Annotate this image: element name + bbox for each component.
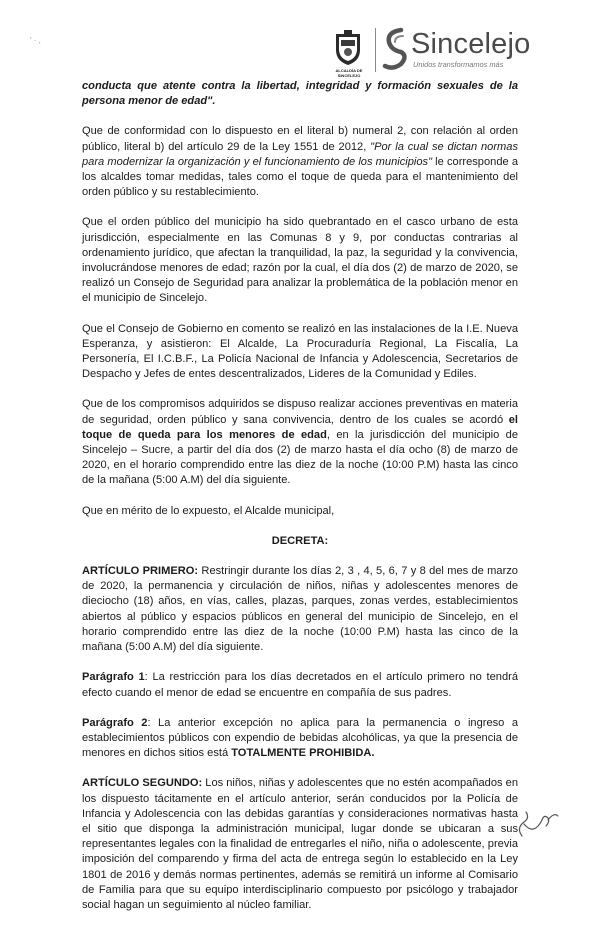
- header-divider: [375, 28, 376, 72]
- paragraph-intro: conducta que atente contra la libertad, integridad y formación sexuales de la persona menor de edad".: [82, 80, 518, 108]
- article-first-label: ARTÍCULO PRIMERO:: [82, 565, 199, 578]
- article-second: ARTÍCULO SEGUNDO: Los niños, niñas y adolescentes que no estén acompañados en los dispuesto tácitamente en el artículo anterior, serán conducidos por la Policía de Infancia y Adolescencia con las debidas garantías y consideraciones normativas hasta el sitio que disponga la administración municipal, lugar donde se ubicaran a sus representantes legales con la finalidad de entregarles el niño, niña o adolescente, previa imposición del comparendo y firma del acta de entrega según lo establecido en la Ley 1801 de 2016 y demás normas pertinentes, además se remitirá un informe al Comisario de Familia para que su equipo interdisciplinario compuesto por psicólogo y trabajador social hagan un seguimiento al núcleo familiar.: [82, 777, 518, 911]
- brand-tagline: Unidos transformamos más: [413, 60, 504, 69]
- decreta-heading: DECRETA:: [271, 534, 329, 547]
- sincelejo-logo-icon: [381, 26, 409, 72]
- paragraph-council: Que el Consejo de Gobierno en comento se realizó en las instalaciones de la I.E. Nueva Esperanza, y asistieron: El Alcalde, La Procuraduría Regional, La Fiscalía, La Personería, El I.C.B.F., La Policía Nacional de Infancia y Adolescencia, Secretarios de Despacho y Jefes de entes descentralizados, Lideres de la Comunidad y Ediles.: [82, 322, 518, 381]
- paragraph-merit: Que en mérito de lo expuesto, el Alcalde municipal,: [82, 504, 335, 517]
- article-first: ARTÍCULO PRIMERO: Restringir durante los días 2, 3 , 4, 5, 6, 7 y 8 del mes de marzo de 2020, la permanencia y circulación de niños, niñas y adolescentes menores de dieciocho (18) años, en vías, calles, plazas, parques, zonas verdes, establecimientos abiertos al público y espacios públicos en general del municipio de Sincelejo, en el horario comprendido entre las diez de la noche (10:00 P.M) hasta las cinco de la mañana (5:00 A.M) del día siguiente.: [82, 565, 518, 654]
- paragraph-one: Parágrafo 1: La restricción para los días decretados en el artículo primero no tendrá efecto cuando el menor de edad se encuentre en compañía de sus padres.: [82, 671, 518, 699]
- paragraph-two: Parágrafo 2: La anterior excepción no aplica para la permanencia o ingreso a establecimientos públicos con expendio de bebidas alcohólicas, ya que la presencia de menores en dichos sitios está TOTALMENTE PROHIBIDA.: [82, 716, 518, 760]
- paragraph-curfew-agreement: Que de los compromisos adquiridos se dispuso realizar acciones preventivas en materia de seguridad, orden público y sana convivencia, dentro de los cuales se acordó el toque de queda para los menores de edad, en la jurisdicción del municipio de Sincelejo – Sucre, a partir del día dos (2) de marzo hasta el día ocho (8) de marzo de 2020, en el horario comprendido entre las diez de la noche (10:00 P.M) hasta las cinco de la mañana (5:00 A.M) del día siguiente.: [82, 398, 518, 487]
- crest-caption: ALCALDÍA DE SINCELEJO: [335, 68, 363, 78]
- paragraph-legal-basis: Que de conformidad con lo dispuesto en el literal b) numeral 2, con relación al orden público, literal b) del artículo 29 de la Ley 1551 de 2012, "Por la cual se dictan normas para modernizar la organización y el funcionamiento de los municipios" le corresponde a los alcaldes tomar medidas, tales como el toque de queda para el mantenimiento del orden público y su restablecimiento.: [82, 125, 518, 199]
- paragraph-one-label: Parágrafo 1: [82, 671, 145, 684]
- law-title: "Por la cual se dictan normas para modernizar la organización y el funcionamiento de los municipios": [82, 140, 518, 168]
- curfew-emphasis: el toque de queda para los menores de edad: [82, 413, 518, 441]
- brand-name: Sincelejo: [411, 28, 531, 60]
- scan-marks: ' · ,: [30, 36, 41, 45]
- prohibited-emphasis: TOTALMENTE PROHIBIDA.: [231, 747, 375, 760]
- document-body: [82, 79, 518, 928]
- municipal-crest-icon: [333, 30, 363, 66]
- article-second-label: ARTÍCULO SEGUNDO:: [82, 777, 203, 790]
- paragraph-public-order: Que el orden público del municipio ha sido quebrantado en el casco urbano de esta jurisdicción, especialmente en las Comunas 8 y 9, por conductas contrarias al ordenamiento jurídico, que afectan la tranquilidad, la paz, la seguridad y la convivencia, involucrándose menores de edad; razón por la cual, el día dos (2) de marzo de 2020, se realizó un Consejo de Seguridad para analizar la problemática de la población menor en el municipio de Sincelejo.: [82, 216, 518, 305]
- handwritten-initials: [512, 806, 562, 842]
- letterhead: [333, 24, 583, 76]
- paragraph-two-label: Parágrafo 2: [82, 716, 148, 729]
